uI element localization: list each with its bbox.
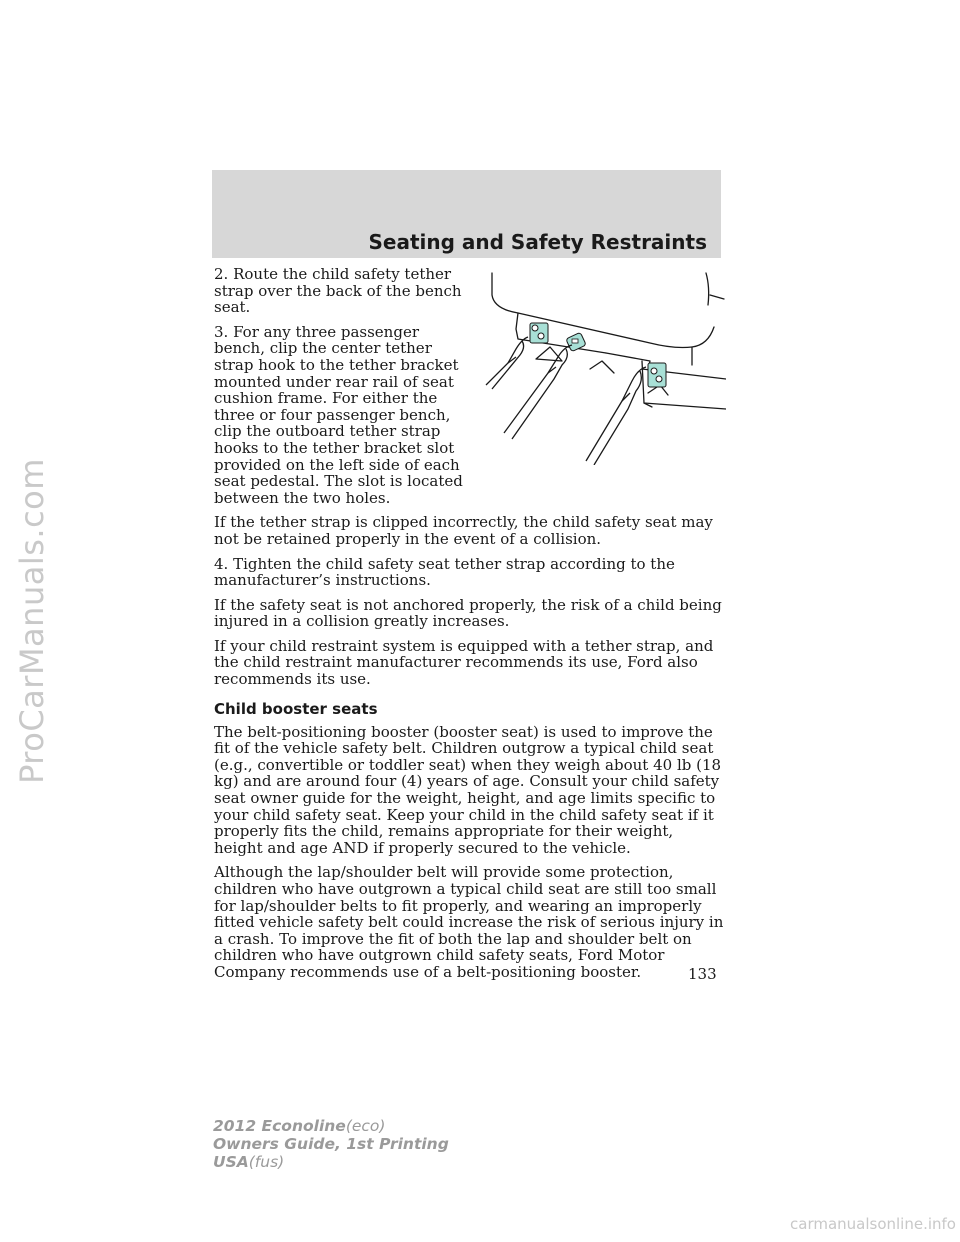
step-3-paragraph: 3. For any three passenger bench, clip the center tether strap hook to the tether bracket mounted under rear rail of seat cushion frame. For either the three or four passenger bench, clip the outboard tether strap hooks to the tether bracket slot provided on the left side of each seat pedestal. The slot is located between the two holes. xyxy=(214,322,463,507)
footer-model: 2012 Econoline xyxy=(213,1117,346,1135)
anchor-warning: If the safety seat is not anchored properly, the risk of a child being injured in a collision greatly increases. xyxy=(214,595,722,631)
footer-region-code: (fus) xyxy=(248,1153,285,1171)
step-2-paragraph: 2. Route the child safety tether strap over the back of the bench seat. xyxy=(214,265,462,317)
body-text xyxy=(214,266,724,989)
booster-seats-heading: Child booster seats xyxy=(214,699,378,718)
section-header xyxy=(212,170,721,258)
side-watermark-text: ProCarManuals.com xyxy=(13,458,51,784)
footer-region: USA xyxy=(213,1153,249,1171)
bottom-watermark: carmanualsonline.info xyxy=(790,1215,956,1233)
section-title: Seating and Safety Restraints xyxy=(368,230,707,254)
footer-line-1 xyxy=(213,1117,449,1135)
footer-line-3 xyxy=(213,1153,449,1171)
booster-paragraph-1: The belt-positioning booster (booster seat) is used to improve the fit of the vehicle safety belt. Children outgrow a typical child seat (e.g., convertible or toddler seat) when they weigh about 40 lb (18 kg) and are around four (4) years of age. Consult your child safety seat owner guide for the weight, height, and age limits specific to your child safety seat. Keep your child in the child safety seat if it properly fits the child, remains appropriate for their weight, height and age AND if properly secured to the vehicle. xyxy=(214,722,722,857)
side-watermark xyxy=(10,0,54,1242)
footer-model-code: (eco) xyxy=(345,1117,386,1135)
page-number: 133 xyxy=(688,965,717,983)
document-footer xyxy=(213,1117,449,1171)
booster-paragraph-2: Although the lap/shoulder belt will provide some protection, children who have outgrown a typical child seat are still too small for lap/shoulder belts to fit properly, and wearing an improperly fitted vehicle safety belt could increase the risk of serious injury in a crash. To improve the fit of both the lap and shoulder belt on children who have outgrown child safety seats, Ford Motor Company recommends use of a belt-positioning booster. xyxy=(214,863,724,981)
incorrect-clip-warning: If the tether strap is clipped incorrectly, the child safety seat may not be retained properly in the event of a collision. xyxy=(214,513,713,548)
tether-recommendation: If your child restraint system is equipped with a tether strap, and the child restraint manufacturer recommends its use, Ford also recommends its use. xyxy=(214,636,714,689)
footer-line-2: Owners Guide, 1st Printing xyxy=(213,1135,449,1153)
step-4-paragraph: 4. Tighten the child safety seat tether strap according to the manufacturer’s instructions. xyxy=(214,554,675,590)
